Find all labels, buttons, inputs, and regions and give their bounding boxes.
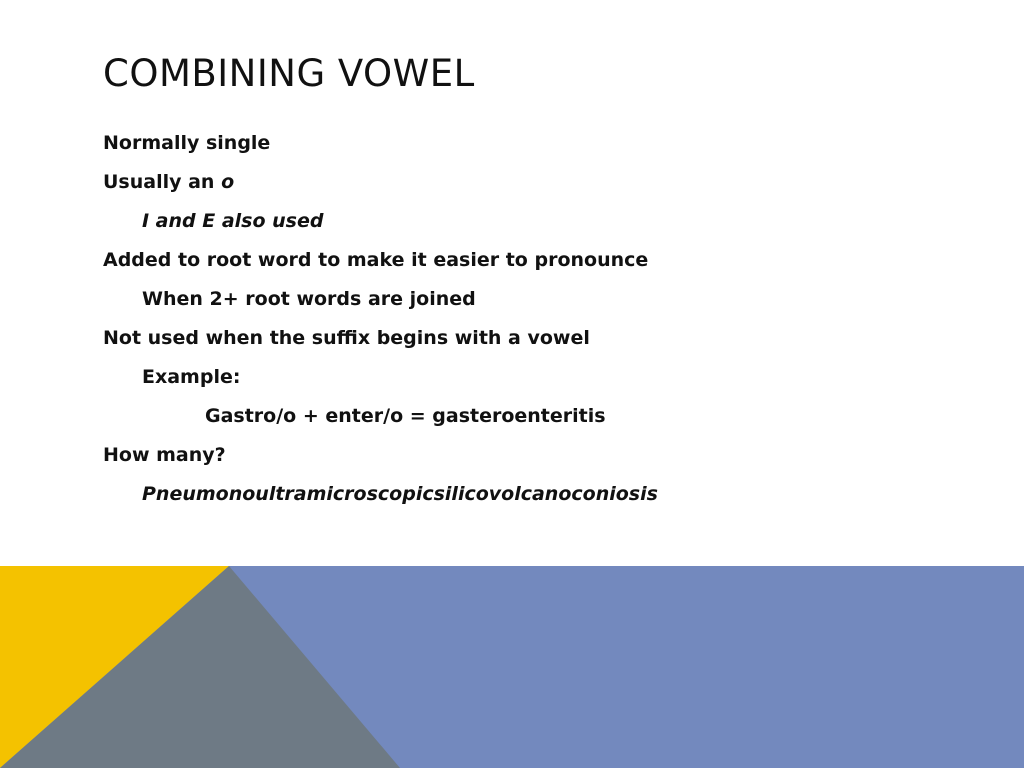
slide-title: COMBINING VOWEL [103, 52, 475, 95]
bullet-text: Example: [142, 366, 241, 388]
bullet-text: Usually an [103, 171, 222, 193]
bullet-italic-letter: o [221, 171, 235, 193]
bullet-text: Pneumonoultramicroscopicsilicovolcanoconiosis [142, 483, 658, 505]
bullet-text: I and E also used [142, 210, 324, 232]
bullet-text: Not used when the suffix begins with a vowel [103, 327, 590, 349]
bullet-text: When 2+ root words are joined [142, 288, 476, 310]
bullet-text: Added to root word to make it easier to pronounce [103, 249, 649, 271]
bullet-text: Normally single [103, 132, 271, 154]
bullet-text: How many? [103, 444, 226, 466]
bullet-text: Gastro/o + enter/o = gasteroenteritis [205, 405, 606, 427]
